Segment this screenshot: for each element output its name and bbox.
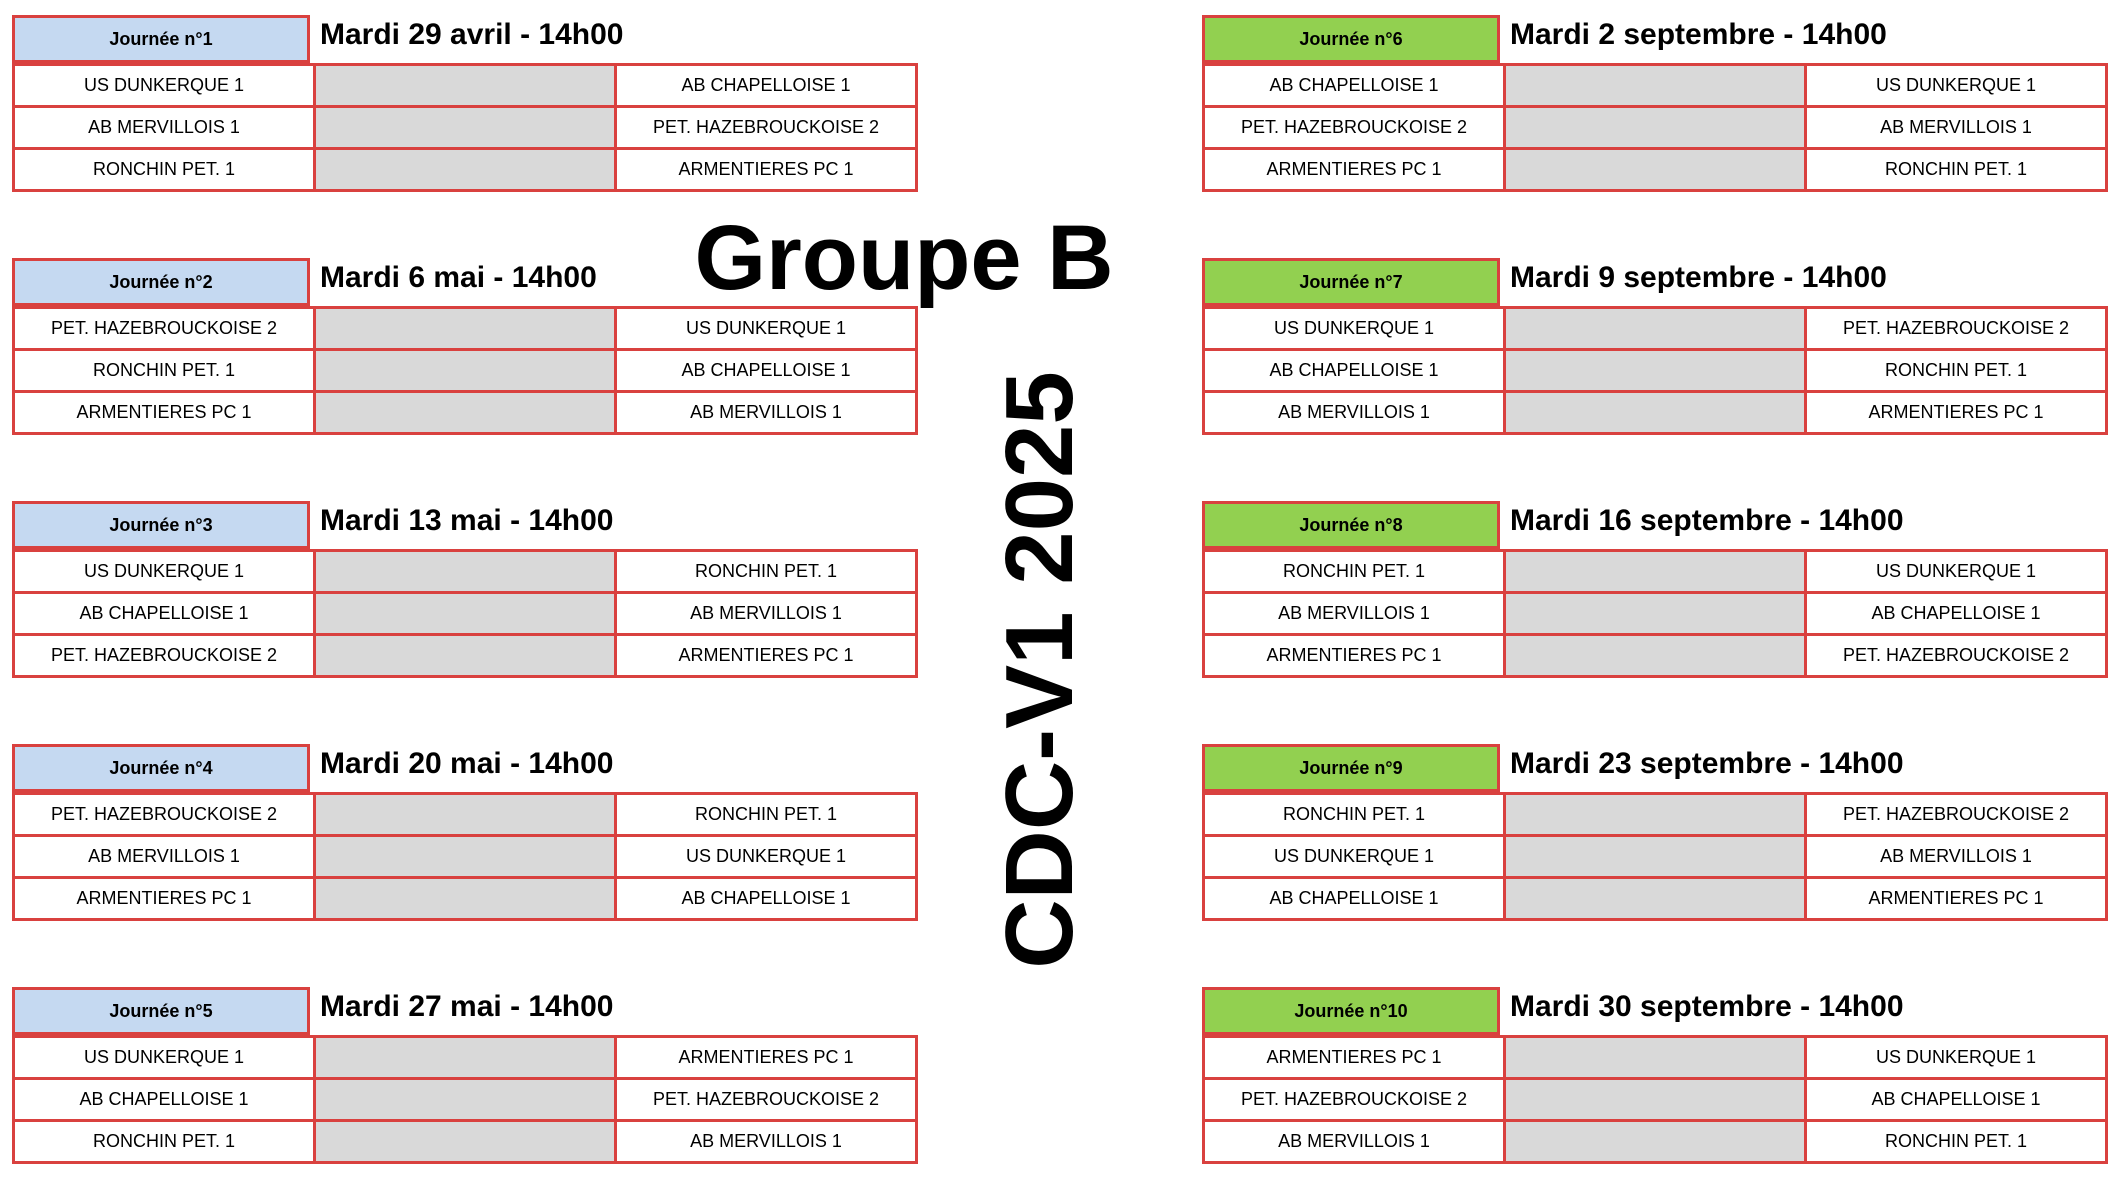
home-team: RONCHIN PET. 1: [14, 1121, 315, 1163]
round-date: Mardi 2 septembre - 14h00: [1510, 18, 1887, 51]
home-team: US DUNKERQUE 1: [14, 551, 315, 593]
home-team: AB CHAPELLOISE 1: [14, 1079, 315, 1121]
score-cell: [315, 149, 616, 191]
home-team: RONCHIN PET. 1: [1204, 794, 1505, 836]
match-row: [1204, 794, 2107, 836]
home-team: AB MERVILLOIS 1: [14, 107, 315, 149]
match-table: [12, 792, 918, 921]
home-team: US DUNKERQUE 1: [1204, 308, 1505, 350]
away-team: RONCHIN PET. 1: [616, 794, 917, 836]
round-date: Mardi 20 mai - 14h00: [320, 747, 614, 780]
away-team: US DUNKERQUE 1: [1806, 551, 2107, 593]
away-team: RONCHIN PET. 1: [616, 551, 917, 593]
round-label: Journée n°2: [12, 258, 310, 306]
match-row: [1204, 635, 2107, 677]
score-cell: [1505, 794, 1806, 836]
home-team: US DUNKERQUE 1: [1204, 836, 1505, 878]
round-date: Mardi 16 septembre - 14h00: [1510, 504, 1904, 537]
score-cell: [1505, 149, 1806, 191]
round-block-1: [12, 15, 918, 213]
score-cell: [1505, 350, 1806, 392]
away-team: PET. HAZEBROUCKOISE 2: [616, 1079, 917, 1121]
score-cell: [315, 836, 616, 878]
match-row: [14, 1037, 917, 1079]
away-team: AB CHAPELLOISE 1: [616, 350, 917, 392]
away-team: RONCHIN PET. 1: [1806, 350, 2107, 392]
away-team: PET. HAZEBROUCKOISE 2: [1806, 794, 2107, 836]
match-table: [12, 549, 918, 678]
score-cell: [315, 794, 616, 836]
score-cell: [315, 878, 616, 920]
match-table: [1202, 306, 2108, 435]
round-block-6: [1202, 15, 2108, 213]
score-cell: [1505, 878, 1806, 920]
home-team: AB MERVILLOIS 1: [1204, 593, 1505, 635]
away-team: AB MERVILLOIS 1: [1806, 107, 2107, 149]
match-row: [14, 350, 917, 392]
round-label: Journée n°9: [1202, 744, 1500, 792]
home-team: AB CHAPELLOISE 1: [1204, 878, 1505, 920]
away-team: AB CHAPELLOISE 1: [616, 65, 917, 107]
away-team: RONCHIN PET. 1: [1806, 149, 2107, 191]
round-date: Mardi 30 septembre - 14h00: [1510, 990, 1904, 1023]
away-team: ARMENTIERES PC 1: [616, 149, 917, 191]
round-block-8: [1202, 501, 2108, 699]
round-label: Journée n°3: [12, 501, 310, 549]
score-cell: [315, 308, 616, 350]
match-row: [14, 1079, 917, 1121]
round-block-4: [12, 744, 918, 942]
home-team: ARMENTIERES PC 1: [14, 392, 315, 434]
match-row: [14, 878, 917, 920]
match-row: [14, 593, 917, 635]
score-cell: [1505, 65, 1806, 107]
round-label: Journée n°7: [1202, 258, 1500, 306]
score-cell: [315, 551, 616, 593]
score-cell: [1505, 593, 1806, 635]
score-cell: [1505, 1121, 1806, 1163]
round-block-5: [12, 987, 918, 1185]
match-row: [1204, 1079, 2107, 1121]
score-cell: [315, 65, 616, 107]
home-team: ARMENTIERES PC 1: [1204, 635, 1505, 677]
group-title: Groupe B: [694, 207, 1114, 309]
away-team: ARMENTIERES PC 1: [1806, 878, 2107, 920]
home-team: PET. HAZEBROUCKOISE 2: [1204, 1079, 1505, 1121]
score-cell: [315, 1121, 616, 1163]
away-team: RONCHIN PET. 1: [1806, 1121, 2107, 1163]
round-date: Mardi 23 septembre - 14h00: [1510, 747, 1904, 780]
match-table: [12, 1035, 918, 1164]
match-row: [1204, 1121, 2107, 1163]
score-cell: [1505, 836, 1806, 878]
score-cell: [315, 107, 616, 149]
home-team: US DUNKERQUE 1: [14, 1037, 315, 1079]
round-date: Mardi 27 mai - 14h00: [320, 990, 614, 1023]
away-team: AB MERVILLOIS 1: [1806, 836, 2107, 878]
round-date: Mardi 6 mai - 14h00: [320, 261, 597, 294]
home-team: PET. HAZEBROUCKOISE 2: [14, 308, 315, 350]
round-label: Journée n°5: [12, 987, 310, 1035]
round-block-7: [1202, 258, 2108, 456]
home-team: RONCHIN PET. 1: [14, 350, 315, 392]
score-cell: [1505, 551, 1806, 593]
home-team: AB MERVILLOIS 1: [14, 836, 315, 878]
home-team: RONCHIN PET. 1: [1204, 551, 1505, 593]
home-team: AB CHAPELLOISE 1: [1204, 350, 1505, 392]
match-row: [1204, 1037, 2107, 1079]
away-team: US DUNKERQUE 1: [1806, 1037, 2107, 1079]
score-cell: [315, 593, 616, 635]
away-team: PET. HAZEBROUCKOISE 2: [616, 107, 917, 149]
match-table: [1202, 792, 2108, 921]
score-cell: [315, 1079, 616, 1121]
round-label: Journée n°6: [1202, 15, 1500, 63]
round-date: Mardi 9 septembre - 14h00: [1510, 261, 1887, 294]
match-row: [14, 65, 917, 107]
score-cell: [1505, 1037, 1806, 1079]
away-team: AB CHAPELLOISE 1: [1806, 593, 2107, 635]
match-row: [14, 794, 917, 836]
match-row: [14, 635, 917, 677]
match-row: [1204, 392, 2107, 434]
away-team: US DUNKERQUE 1: [1806, 65, 2107, 107]
match-row: [14, 551, 917, 593]
home-team: AB CHAPELLOISE 1: [14, 593, 315, 635]
away-team: ARMENTIERES PC 1: [616, 1037, 917, 1079]
away-team: US DUNKERQUE 1: [616, 308, 917, 350]
match-row: [1204, 107, 2107, 149]
home-team: AB MERVILLOIS 1: [1204, 392, 1505, 434]
score-cell: [1505, 1079, 1806, 1121]
score-cell: [315, 350, 616, 392]
score-cell: [1505, 308, 1806, 350]
home-team: ARMENTIERES PC 1: [14, 878, 315, 920]
away-team: PET. HAZEBROUCKOISE 2: [1806, 308, 2107, 350]
round-date: Mardi 13 mai - 14h00: [320, 504, 614, 537]
match-row: [14, 1121, 917, 1163]
round-block-2: [12, 258, 918, 456]
match-row: [14, 308, 917, 350]
round-block-10: [1202, 987, 2108, 1185]
home-team: PET. HAZEBROUCKOISE 2: [14, 794, 315, 836]
round-label: Journée n°4: [12, 744, 310, 792]
match-table: [1202, 1035, 2108, 1164]
away-team: AB CHAPELLOISE 1: [616, 878, 917, 920]
home-team: ARMENTIERES PC 1: [1204, 1037, 1505, 1079]
match-row: [1204, 350, 2107, 392]
match-row: [14, 107, 917, 149]
score-cell: [1505, 635, 1806, 677]
match-row: [1204, 593, 2107, 635]
match-table: [1202, 63, 2108, 192]
round-block-9: [1202, 744, 2108, 942]
competition-title: CDC-V1 2025: [986, 371, 1093, 969]
home-team: US DUNKERQUE 1: [14, 65, 315, 107]
match-row: [1204, 65, 2107, 107]
match-row: [14, 392, 917, 434]
home-team: AB CHAPELLOISE 1: [1204, 65, 1505, 107]
away-team: US DUNKERQUE 1: [616, 836, 917, 878]
match-row: [14, 836, 917, 878]
round-label: Journée n°1: [12, 15, 310, 63]
home-team: PET. HAZEBROUCKOISE 2: [14, 635, 315, 677]
score-cell: [315, 1037, 616, 1079]
away-team: ARMENTIERES PC 1: [616, 635, 917, 677]
away-team: AB MERVILLOIS 1: [616, 1121, 917, 1163]
round-label: Journée n°8: [1202, 501, 1500, 549]
home-team: RONCHIN PET. 1: [14, 149, 315, 191]
score-cell: [1505, 392, 1806, 434]
score-cell: [315, 635, 616, 677]
home-team: PET. HAZEBROUCKOISE 2: [1204, 107, 1505, 149]
round-date: Mardi 29 avril - 14h00: [320, 18, 624, 51]
match-row: [1204, 149, 2107, 191]
away-team: AB MERVILLOIS 1: [616, 593, 917, 635]
match-row: [1204, 878, 2107, 920]
score-cell: [1505, 107, 1806, 149]
match-row: [1204, 308, 2107, 350]
away-team: ARMENTIERES PC 1: [1806, 392, 2107, 434]
match-table: [1202, 549, 2108, 678]
match-row: [1204, 836, 2107, 878]
match-row: [1204, 551, 2107, 593]
away-team: PET. HAZEBROUCKOISE 2: [1806, 635, 2107, 677]
round-label: Journée n°10: [1202, 987, 1500, 1035]
match-table: [12, 63, 918, 192]
match-row: [14, 149, 917, 191]
score-cell: [315, 392, 616, 434]
away-team: AB CHAPELLOISE 1: [1806, 1079, 2107, 1121]
round-block-3: [12, 501, 918, 699]
match-table: [12, 306, 918, 435]
home-team: ARMENTIERES PC 1: [1204, 149, 1505, 191]
home-team: AB MERVILLOIS 1: [1204, 1121, 1505, 1163]
away-team: AB MERVILLOIS 1: [616, 392, 917, 434]
